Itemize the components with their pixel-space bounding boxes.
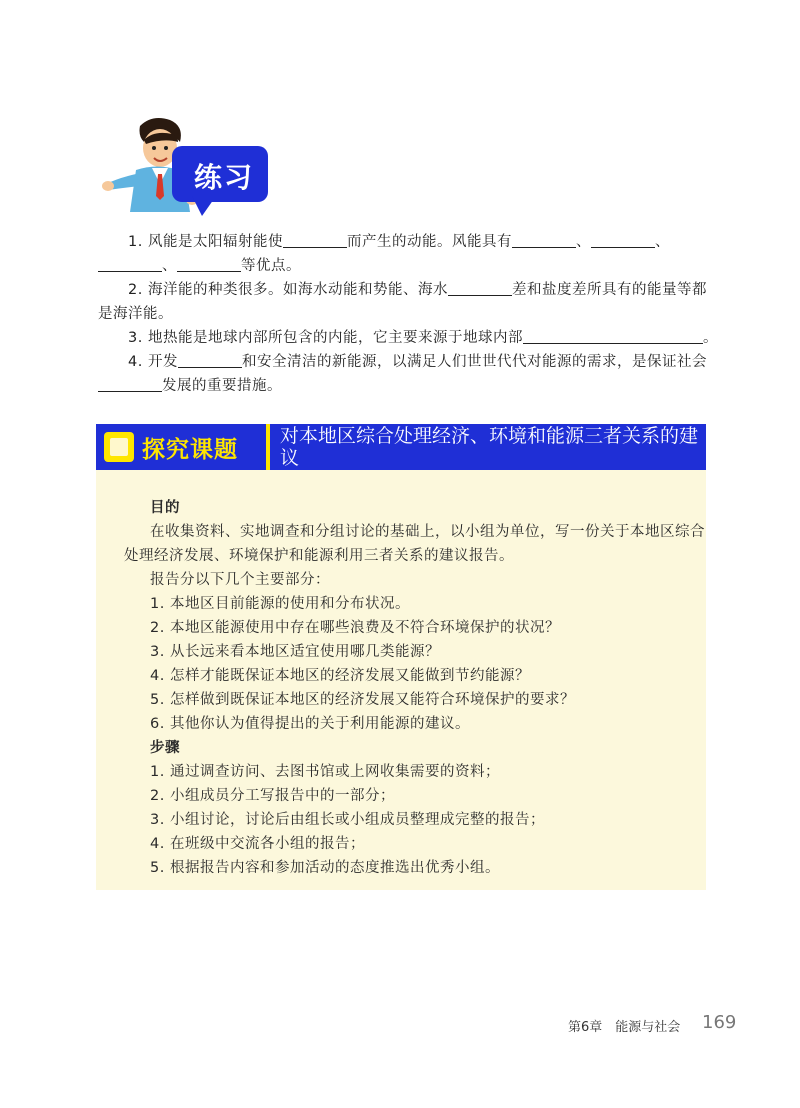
exercise-1-line-2: [98, 256, 301, 276]
steps-heading: 步骤: [150, 740, 180, 756]
report-part-2: 2. 本地区能源使用中存在哪些浪费及不符合环境保护的状况？: [150, 620, 560, 636]
report-part-6: 6. 其他你认为值得提出的关于利用能源的建议。: [150, 716, 470, 732]
square-icon: [104, 432, 134, 462]
inquiry-header: [96, 424, 706, 470]
report-part-5: 5. 怎样做到既保证本地区的经济发展又能符合环境保护的要求？: [150, 692, 575, 708]
exercise-2-text-2: 差和盐度差所具有的能量等都: [511, 282, 707, 298]
exercise-1-line-1: [128, 232, 670, 252]
separator: 、: [654, 234, 670, 250]
exercise-3-text: 3. 地热能是地球内部所包含的内能，它主要来源于地球内部: [128, 330, 523, 346]
report-part-1: 1. 本地区目前能源的使用和分布状况。: [150, 596, 410, 612]
exercise-1-blank-3[interactable]: [591, 233, 655, 248]
inquiry-divider: [266, 424, 270, 470]
footer-chapter: 第6章 能源与社会: [568, 1020, 681, 1035]
page-number: 169: [702, 1012, 737, 1033]
exercise-4-text-3: 发展的重要措施。: [162, 378, 282, 394]
exercise-1-blank-2[interactable]: [512, 233, 576, 248]
exercise-3-end: 。: [702, 330, 718, 346]
inquiry-label: 探究课题: [142, 437, 238, 463]
separator: 、: [162, 258, 177, 274]
step-2: 2. 小组成员分工写报告中的一部分；: [150, 788, 395, 804]
report-part-4: 4. 怎样才能既保证本地区的经济发展又能做到节约能源？: [150, 668, 530, 684]
exercise-4-text: 4. 开发: [128, 354, 178, 370]
exercise-4-text-2: 和安全清洁的新能源，以满足人们世世代代对能源的需求，是保证社会: [241, 354, 707, 370]
purpose-text-line-1: 在收集资料、实地调查和分组讨论的基础上，以小组为单位，写一份关于本地区综合: [150, 524, 705, 540]
exercise-1-blank-4[interactable]: [98, 257, 162, 272]
exercise-badge: [100, 112, 270, 222]
exercise-1-blank-5[interactable]: [177, 257, 241, 272]
exercise-1-blank-1[interactable]: [283, 233, 347, 248]
report-part-3: 3. 从长远来看本地区适宜使用哪几类能源？: [150, 644, 440, 660]
exercise-3-blank-1[interactable]: [523, 329, 703, 344]
exercise-3-line-1: [128, 328, 718, 348]
separator: 、: [575, 234, 591, 250]
exercise-1-text-3: 等优点。: [241, 258, 301, 274]
step-1: 1. 通过调查访问、去图书馆或上网收集需要的资料；: [150, 764, 500, 780]
exercise-4-line-2: [98, 376, 282, 396]
exercise-2-line-2: 是海洋能。: [98, 306, 173, 322]
step-5: 5. 根据报告内容和参加活动的态度推选出优秀小组。: [150, 860, 500, 876]
exercise-1-text-2: 而产生的动能。风能具有: [346, 234, 512, 250]
purpose-heading: 目的: [150, 500, 180, 516]
badge-tail: [192, 196, 216, 216]
exercise-4-blank-1[interactable]: [178, 353, 242, 368]
exercise-2-text: 2. 海洋能的种类很多。如海水动能和势能、海水: [128, 282, 448, 298]
report-intro: 报告分以下几个主要部分：: [150, 572, 330, 588]
exercise-4-line-1: [128, 352, 707, 372]
purpose-text-line-2: 处理经济发展、环境保护和能源利用三者关系的建议报告。: [124, 548, 514, 564]
step-3: 3. 小组讨论，讨论后由组长或小组成员整理成完整的报告；: [150, 812, 545, 828]
square-icon-inner: [110, 438, 128, 456]
inquiry-title: 对本地区综合处理经济、环境和能源三者关系的建议: [280, 425, 699, 469]
inquiry-label-block: [96, 424, 266, 470]
exercise-1-text: 1. 风能是太阳辐射能使: [128, 234, 283, 250]
inquiry-body: [96, 470, 706, 890]
exercise-4-blank-2[interactable]: [98, 377, 162, 392]
step-4: 4. 在班级中交流各小组的报告；: [150, 836, 365, 852]
exercise-2-line-1: [128, 280, 707, 300]
exercise-title: 练习: [194, 161, 255, 194]
exercise-2-blank-1[interactable]: [448, 281, 512, 296]
